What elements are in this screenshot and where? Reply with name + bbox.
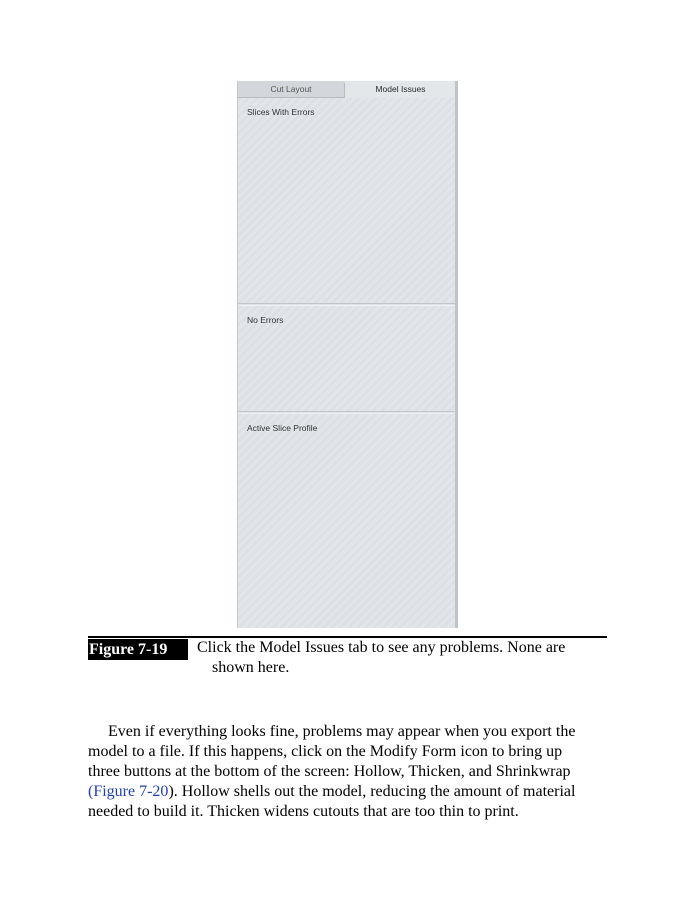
active-slice-profile-section <box>238 413 455 628</box>
tab-model-issues[interactable]: Model Issues <box>345 81 456 98</box>
paragraph-line: Even if everything looks fine, problems may appear when you export the <box>108 723 576 740</box>
section-title: No Errors <box>247 315 284 325</box>
paren-open: ( <box>88 783 94 800</box>
figure-label: Figure 7-19 <box>88 639 188 660</box>
tab-cut-layout[interactable]: Cut Layout <box>238 81 345 98</box>
figure-caption <box>197 638 607 678</box>
paragraph-line <box>88 782 612 802</box>
paragraph-line: model to a file. If this happens, click on the Modify Form icon to bring up <box>88 743 563 760</box>
section-title: Active Slice Profile <box>247 423 318 433</box>
paragraph-line: needed to build it. Thicken widens cutouts that are too thin to print. <box>88 803 519 820</box>
body-paragraph <box>88 722 612 822</box>
slices-with-errors-section <box>238 98 455 304</box>
no-errors-section <box>238 305 455 412</box>
paragraph-text: ). Hollow shells out the model, reducing the amount of material <box>168 783 576 800</box>
caption-line: Click the Model Issues tab to see any problems. None are <box>197 639 566 656</box>
section-title: Slices With Errors <box>247 107 315 117</box>
paragraph-line: three buttons at the bottom of the screen: Hollow, Thicken, and Shrinkwrap <box>88 763 571 780</box>
tab-bar <box>238 81 455 98</box>
model-issues-panel <box>237 81 458 628</box>
caption-line: shown here. <box>212 659 290 676</box>
figure-7-20-link[interactable]: Figure 7-20 <box>93 783 169 800</box>
